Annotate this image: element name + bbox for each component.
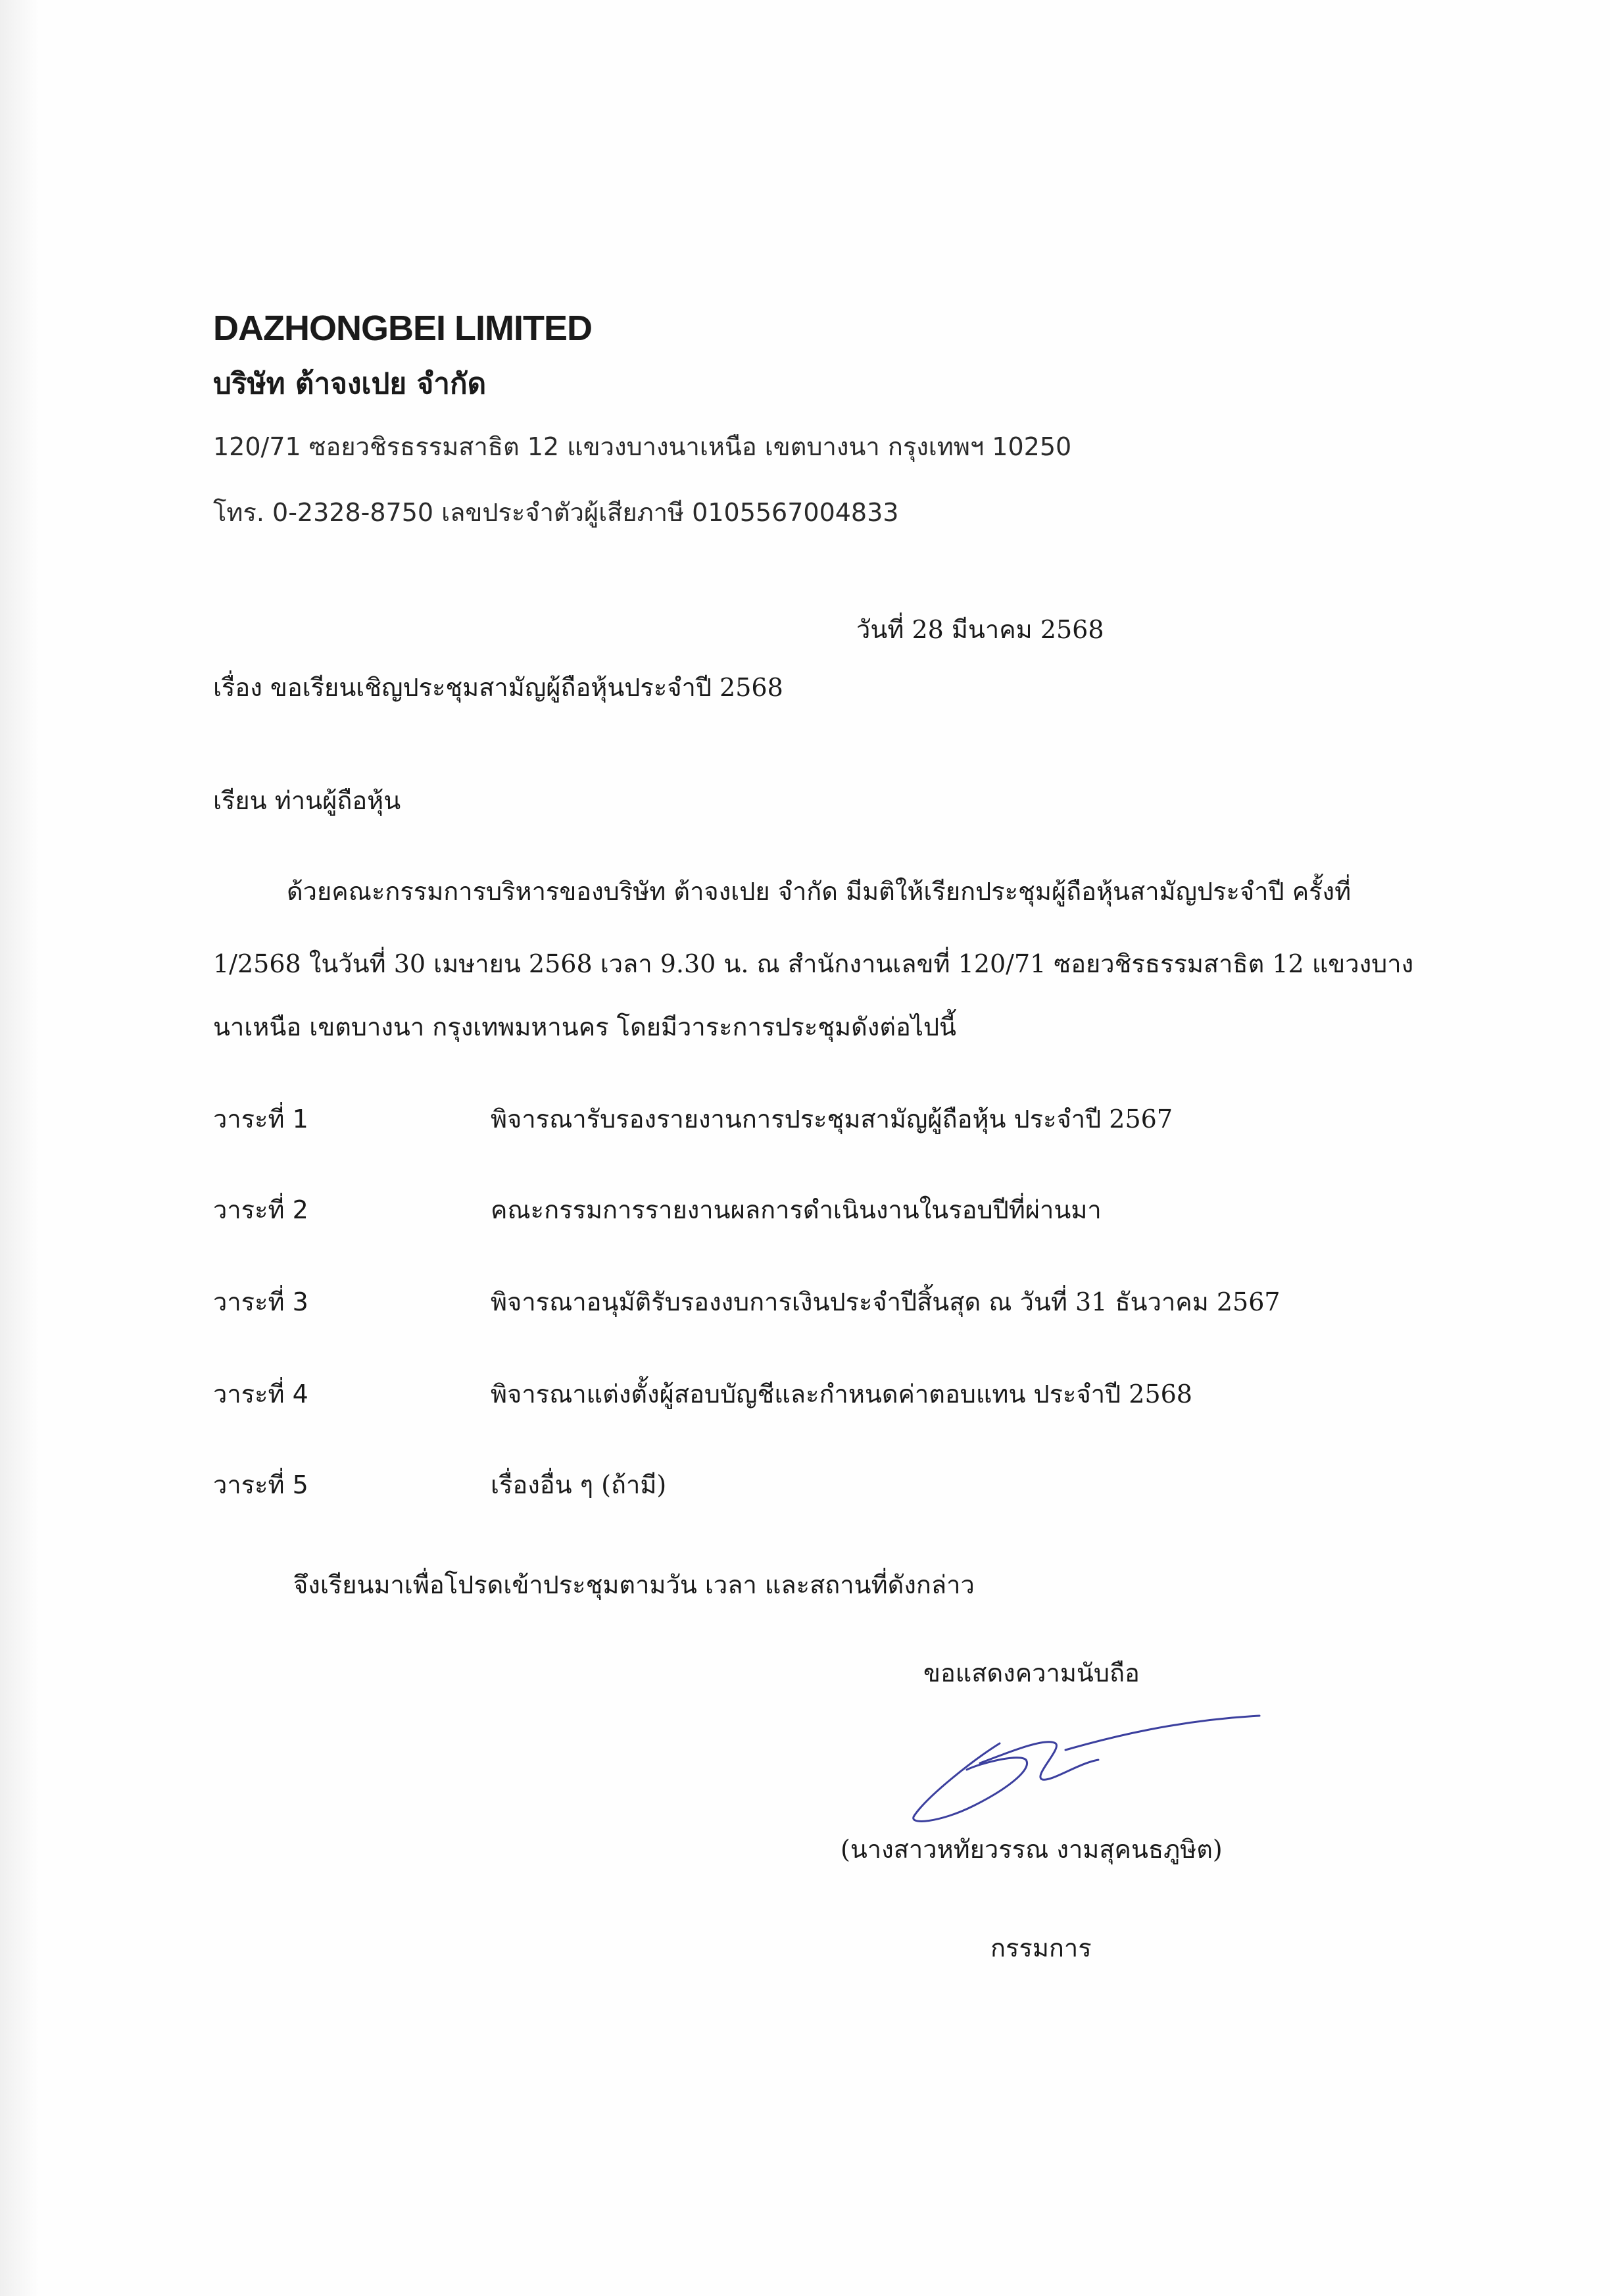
- handwritten-signature: [901, 1697, 1269, 1829]
- agenda-item-label: วาระที่ 5: [213, 1470, 308, 1499]
- agenda-item-label: วาระที่ 4: [213, 1380, 308, 1409]
- agenda-item-description: พิจารณาแต่งตั้งผู้สอบบัญชีและกำหนดค่าตอบแทน ประจำปี 2568: [491, 1380, 1192, 1409]
- agenda-item-label: วาระที่ 2: [213, 1195, 308, 1224]
- agenda-item-description: เรื่องอื่น ๆ (ถ้ามี): [491, 1470, 667, 1499]
- agenda-item-label: วาระที่ 3: [213, 1287, 308, 1316]
- agenda-item-description: พิจารณารับรองรายงานการประชุมสามัญผู้ถือหุ้น ประจำปี 2567: [491, 1105, 1173, 1134]
- company-address: 120/71 ซอยวชิรธรรมสาธิต 12 แขวงบางนาเหนือ เขตบางนา กรุงเทพฯ 10250: [213, 432, 1072, 461]
- letter-subject: เรื่อง ขอเรียนเชิญประชุมสามัญผู้ถือหุ้นประจำปี 2568: [213, 673, 783, 702]
- body-paragraph-line: ด้วยคณะกรรมการบริหารของบริษัท ต้าจงเปย จำกัด มีมติให้เรียกประชุมผู้ถือหุ้นสามัญประจำปี ครั้งที่: [287, 877, 1352, 906]
- closing-regards: ขอแสดงความนับถือ: [923, 1659, 1140, 1687]
- letter-date: วันที่ 28 มีนาคม 2568: [856, 615, 1104, 644]
- company-contact: โทร. 0-2328-8750 เลขประจำตัวผู้เสียภาษี 0105567004833: [213, 498, 899, 527]
- body-paragraph-line: 1/2568 ในวันที่ 30 เมษายน 2568 เวลา 9.30 น. ณ สำนักงานเลขที่ 120/71 ซอยวชิรธรรมสาธิต 12 แขวงบาง: [213, 949, 1414, 978]
- signer-name: (นางสาวหทัยวรรณ งามสุคนธภูษิต): [841, 1835, 1223, 1864]
- agenda-item-description: คณะกรรมการรายงานผลการดำเนินงานในรอบปีที่ผ่านมา: [491, 1195, 1102, 1224]
- signer-position: กรรมการ: [990, 1934, 1092, 1962]
- agenda-item-description: พิจารณาอนุมัติรับรองงบการเงินประจำปีสิ้นสุด ณ วันที่ 31 ธันวาคม 2567: [491, 1287, 1281, 1316]
- scan-shadow: [0, 0, 39, 2296]
- body-paragraph-line: นาเหนือ เขตบางนา กรุงเทพมหานคร โดยมีวาระการประชุมดังต่อไปนี้: [213, 1012, 957, 1041]
- agenda-item-label: วาระที่ 1: [213, 1105, 308, 1134]
- company-name-thai: บริษัท ต้าจงเปย จำกัด: [213, 367, 487, 401]
- closing-statement: จึงเรียนมาเพื่อโปรดเข้าประชุมตามวัน เวลา และสถานที่ดังกล่าว: [293, 1570, 975, 1599]
- letter-salutation: เรียน ท่านผู้ถือหุ้น: [213, 786, 401, 815]
- company-name-english: DAZHONGBEI LIMITED: [213, 309, 592, 348]
